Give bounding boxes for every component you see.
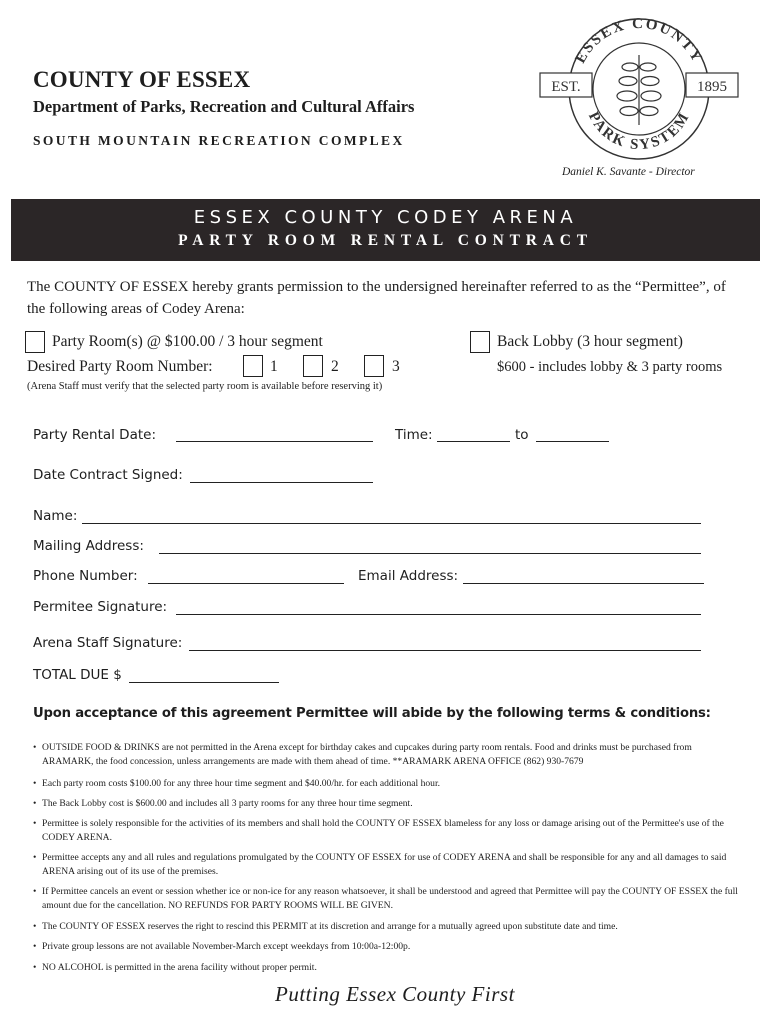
complex-name: SOUTH MOUNTAIN RECREATION COMPLEX — [33, 133, 405, 148]
permitee-signature-label: Permitee Signature: — [33, 599, 168, 615]
room-1-checkbox[interactable] — [243, 355, 263, 377]
terms-heading: Upon acceptance of this agreement Permittee will abide by the following terms & conditions: — [33, 706, 711, 721]
total-due-field[interactable] — [129, 682, 279, 683]
party-room-checkbox[interactable] — [25, 331, 45, 353]
room-3-label: 3 — [392, 358, 400, 375]
term-text: If Permittee cancels an event or session whether ice or non-ice for any reason whatsoever, it shall be understood and agreed that Permittee will pay the COUNTY OF ESSEX the full amount due for the cancellation. NO REFUNDS FOR PARTY ROOMS WILL BE GIVEN. — [42, 886, 738, 911]
term-text: Permittee accepts any and all rules and regulations promulgated by the COUNTY OF ESSEX for use of CODEY ARENA and shall be responsible for any and all damages to said ARENA arising out of its use of the premises. — [42, 852, 727, 877]
total-due-label: TOTAL DUE $ — [33, 667, 122, 683]
term-item: • The Back Lobby cost is $600.00 and includes all 3 party rooms for any three hour time segment. — [33, 797, 738, 811]
back-lobby-checkbox[interactable] — [470, 331, 490, 353]
park-system-seal — [530, 15, 748, 163]
term-item: • Private group lessons are not available November-March except weekdays from 10:00a-12:00p. — [33, 940, 738, 954]
department-name: Department of Parks, Recreation and Cultural Affairs — [33, 97, 415, 116]
time-end-field[interactable] — [536, 441, 609, 442]
footer-slogan: Putting Essex County First — [275, 982, 515, 1006]
to-label: to — [515, 427, 529, 443]
party-rental-date-field[interactable] — [176, 441, 373, 442]
term-text: Permittee is solely responsible for the activities of its members and shall hold the COUNTY OF ESSEX blameless for any loss or damage arising out of the Permittee's use of the CODEY ARENA. — [42, 818, 724, 843]
time-start-field[interactable] — [437, 441, 510, 442]
room-2-checkbox[interactable] — [303, 355, 323, 377]
desired-room-label: Desired Party Room Number: — [27, 358, 213, 375]
party-rental-date-label: Party Rental Date: — [33, 427, 156, 443]
time-label: Time: — [395, 427, 433, 443]
name-field[interactable] — [82, 523, 701, 524]
staff-note: (Arena Staff must verify that the selected party room is available before reserving it) — [27, 381, 383, 392]
back-lobby-label: Back Lobby (3 hour segment) — [497, 333, 683, 350]
title-banner — [11, 199, 760, 261]
date-signed-field[interactable] — [190, 482, 373, 483]
contract-title: PARTY ROOM RENTAL CONTRACT — [178, 232, 593, 249]
term-text: The COUNTY OF ESSEX reserves the right to rescind this PERMIT at its discretion and arrange for a mutually agreed upon substitute date and time. — [42, 921, 618, 932]
seal-bottom-text: PARK SYSTEM — [584, 109, 694, 154]
staff-signature-label: Arena Staff Signature: — [33, 635, 183, 651]
room-3-checkbox[interactable] — [364, 355, 384, 377]
term-item: • Permittee accepts any and all rules and regulations promulgated by the COUNTY OF ESSEX for use of CODEY ARENA and shall be responsible for any and all damages to said ARENA arising out of its use of the premises. — [33, 851, 738, 879]
staff-signature-field[interactable] — [189, 650, 701, 651]
mailing-address-field[interactable] — [159, 553, 701, 554]
room-1-label: 1 — [270, 358, 278, 375]
email-field[interactable] — [463, 583, 704, 584]
term-text: OUTSIDE FOOD & DRINKS are not permitted in the Arena except for birthday cakes and cupcakes during party room rentals. Food and drinks must be purchased from ARAMARK, the food concession, unless arrangements are made with them ahead of time. **ARAMARK ARENA OFFICE (862) 930-7679 — [42, 742, 692, 767]
county-title: COUNTY OF ESSEX — [33, 67, 251, 92]
name-label: Name: — [33, 508, 78, 524]
term-item: • NO ALCOHOL is permitted in the arena facility without proper permit. — [33, 961, 738, 975]
term-item: • If Permittee cancels an event or session whether ice or non-ice for any reason whatsoever, it shall be understood and agreed that Permittee will pay the COUNTY OF ESSEX the full amount due for the cancellation. NO REFUNDS FOR PARTY ROOMS WILL BE GIVEN. — [33, 886, 738, 911]
room-2-label: 2 — [331, 358, 339, 375]
email-label: Email Address: — [358, 568, 459, 584]
term-item: • The COUNTY OF ESSEX reserves the right to rescind this PERMIT at its discretion and arrange for a mutually agreed upon substitute date and time. — [33, 920, 738, 934]
seal-est-text: EST. — [551, 79, 581, 95]
term-text: NO ALCOHOL is permitted in the arena facility without proper permit. — [42, 962, 317, 973]
date-signed-label: Date Contract Signed: — [33, 467, 183, 483]
term-text: The Back Lobby cost is $600.00 and includes all 3 party rooms for any three hour time segment. — [42, 798, 413, 809]
party-room-label: Party Room(s) @ $100.00 / 3 hour segment — [52, 333, 323, 350]
permitee-signature-field[interactable] — [176, 614, 701, 615]
seal-year-text: 1895 — [697, 79, 727, 95]
director-name: Daniel K. Savante - Director — [562, 166, 695, 178]
back-lobby-price: $600 - includes lobby & 3 party rooms — [497, 359, 723, 375]
phone-label: Phone Number: — [33, 568, 138, 584]
phone-field[interactable] — [148, 583, 344, 584]
arena-title: ESSEX COUNTY CODEY ARENA — [193, 207, 578, 228]
term-text: Each party room costs $100.00 for any three hour time segment and $40.00/hr. for each additional hour. — [42, 778, 441, 789]
seal-top-text: ESSEX COUNTY — [572, 15, 706, 67]
term-text: Private group lessons are not available November-March except weekdays from 10:00a-12:00p. — [42, 941, 411, 952]
intro-paragraph: The COUNTY OF ESSEX hereby grants permission to the undersigned hereinafter referred to as the “Permittee”, of the following areas of Codey Arena: — [27, 279, 726, 317]
term-item: • OUTSIDE FOOD & DRINKS are not permitted in the Arena except for birthday cakes and cupcakes during party room rentals. Food and drinks must be purchased from ARAMARK, the food concession, unless arrangements are made with them ahead of time. **ARAMARK ARENA OFFICE (862) 930-7679 — [33, 741, 738, 769]
term-item: • Permittee is solely responsible for the activities of its members and shall hold the COUNTY OF ESSEX blameless for any loss or damage arising out of the Permittee's use of the CODEY ARENA. — [33, 817, 738, 845]
term-item: • Each party room costs $100.00 for any three hour time segment and $40.00/hr. for each additional hour. — [33, 777, 738, 791]
mailing-address-label: Mailing Address: — [33, 538, 144, 554]
